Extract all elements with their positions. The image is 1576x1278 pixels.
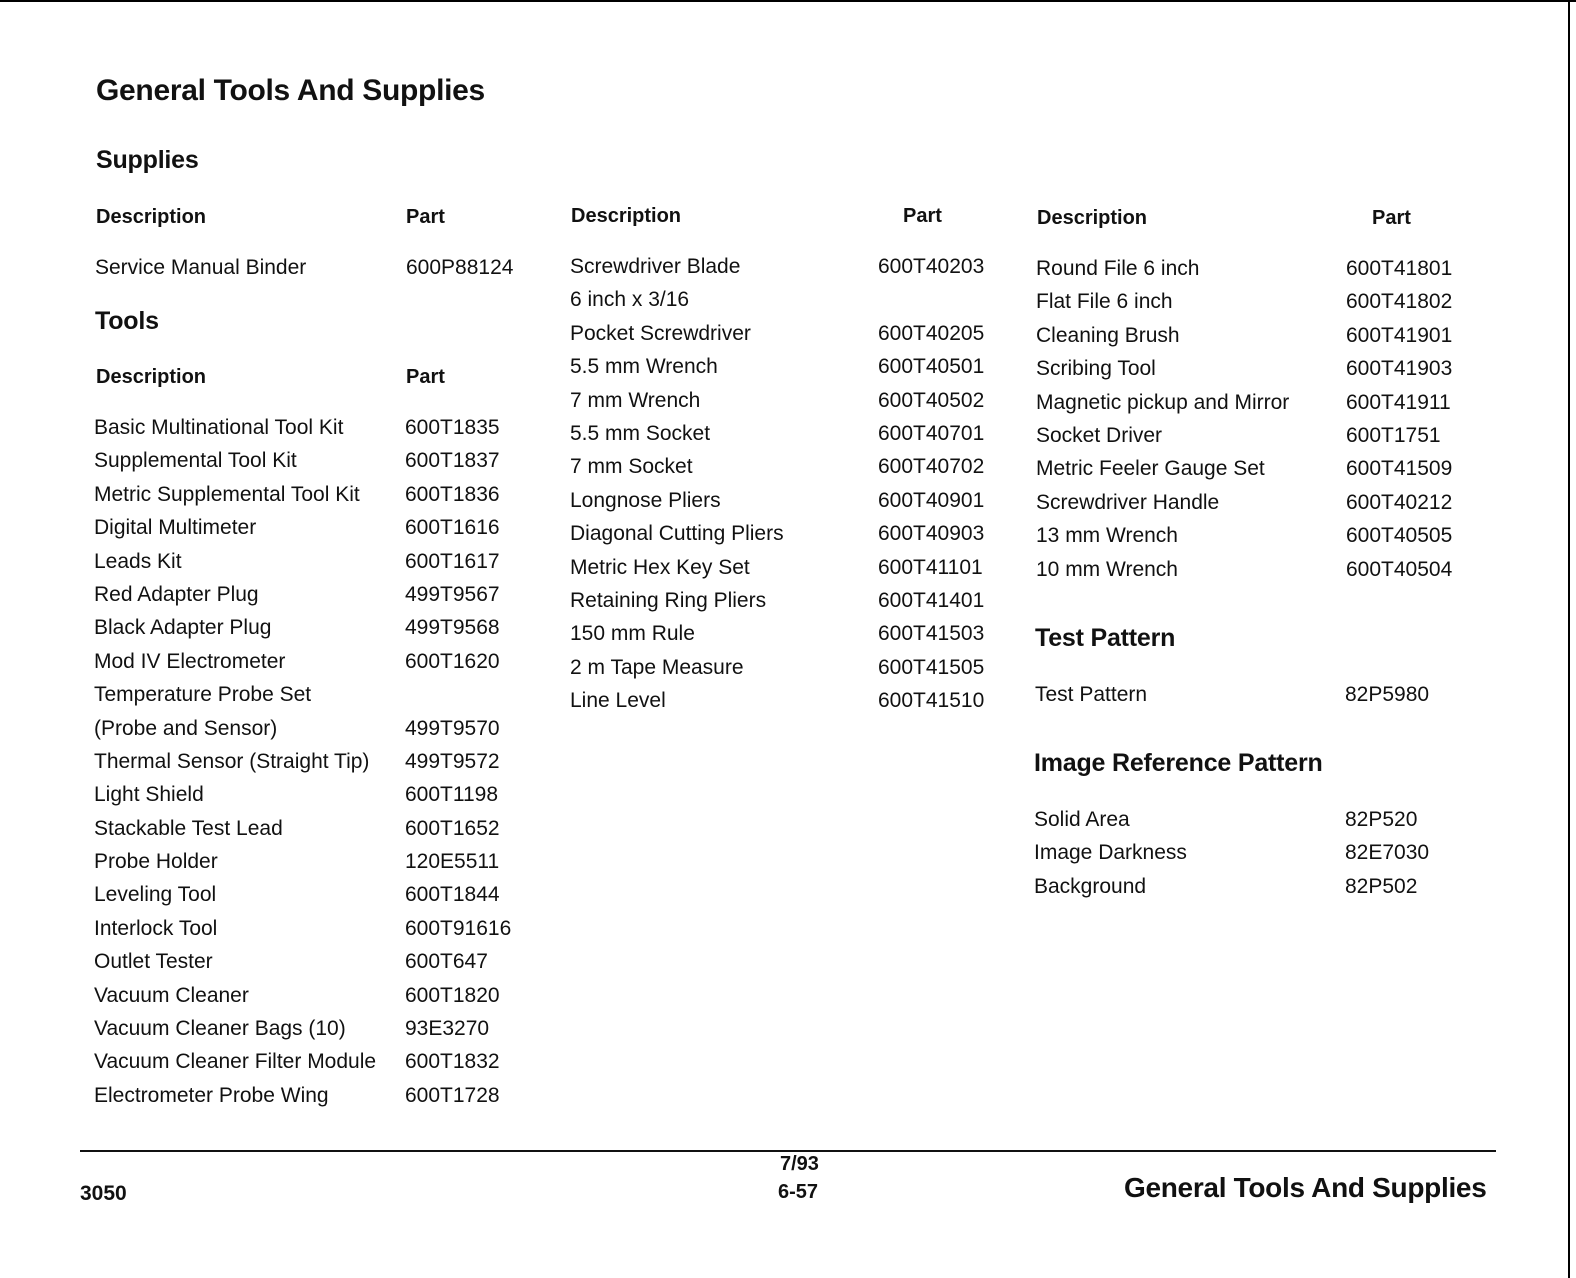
item-description: Longnose Pliers: [570, 488, 721, 512]
scan-border-top: [0, 0, 1576, 2]
column2-part-header: Part: [903, 205, 942, 227]
item-description: Basic Multinational Tool Kit: [94, 416, 344, 439]
item-description: Supplemental Tool Kit: [94, 449, 297, 473]
item-description: Background: [1034, 874, 1147, 898]
item-part-number: 600T41101: [878, 555, 983, 579]
supplies-part-header: Part: [406, 206, 445, 228]
item-part-number: 600T1844: [405, 883, 500, 907]
item-part-number: 600T40901: [878, 488, 985, 512]
item-description: Screwdriver Blade: [570, 255, 741, 278]
item-description: Pocket Screwdriver: [570, 321, 751, 345]
item-description: Metric Feeler Gauge Set: [1036, 457, 1265, 481]
item-description: Magnetic pickup and Mirror: [1036, 390, 1290, 414]
item-part-number: 499T9568: [405, 616, 500, 640]
supplies-description-header: Description: [96, 206, 207, 228]
item-description: Flat File 6 inch: [1036, 290, 1173, 314]
item-part-number: 600T41503: [878, 622, 985, 646]
item-part-number: 600T41401: [878, 588, 985, 612]
item-part-number: 600T1617: [405, 549, 500, 573]
item-part-number: 600T1728: [405, 1083, 500, 1107]
footer-divider: [80, 1150, 1496, 1152]
item-part-number: 600T1620: [405, 649, 500, 673]
item-part-number: 82P520: [1345, 808, 1418, 831]
item-description: Metric Supplemental Tool Kit: [94, 482, 360, 506]
item-part-number: 600T91616: [405, 916, 512, 940]
item-description: Leads Kit: [94, 549, 182, 573]
item-part-number: 600T1835: [405, 416, 500, 439]
footer-model: 3050: [80, 1182, 127, 1205]
item-description: Probe Holder: [94, 850, 218, 874]
item-description: Light Shield: [94, 783, 204, 807]
item-description: Socket Driver: [1036, 423, 1163, 447]
item-part-number: 600T1836: [405, 482, 500, 506]
item-description: Retaining Ring Pliers: [570, 588, 767, 612]
item-part-number: 600T40702: [878, 455, 985, 479]
item-description: 150 mm Rule: [570, 622, 695, 646]
item-part-number: 82P502: [1345, 874, 1418, 898]
item-part-number: 499T9570: [405, 716, 500, 740]
item-description: 13 mm Wrench: [1036, 524, 1178, 548]
item-description: (Probe and Sensor): [94, 716, 278, 740]
item-part-number: 600T40502: [878, 388, 985, 412]
item-part-number: 600T1652: [405, 816, 500, 840]
tools-description-header: Description: [96, 366, 207, 388]
item-part-number: 600T41509: [1346, 457, 1453, 481]
item-description: Line Level: [570, 689, 666, 713]
item-description: 6 inch x 3/16: [570, 288, 690, 312]
item-part-number: 93E3270: [405, 1017, 490, 1041]
item-description: 5.5 mm Wrench: [570, 355, 718, 379]
item-description: Stackable Test Lead: [94, 816, 283, 840]
item-description: Round File 6 inch: [1036, 257, 1200, 280]
item-part-number: 600T41510: [878, 689, 985, 713]
item-part-number: 600T41901: [1346, 323, 1453, 347]
item-part-number: 600T40504: [1346, 557, 1453, 581]
item-description: 2 m Tape Measure: [570, 655, 744, 679]
item-part-number: 600T40501: [878, 355, 985, 379]
item-part-number: 120E5511: [405, 850, 500, 874]
item-description: Cleaning Brush: [1036, 323, 1180, 347]
item-part-number: 82E7030: [1345, 841, 1430, 865]
item-description: Digital Multimeter: [94, 516, 257, 540]
item-description: Red Adapter Plug: [94, 582, 259, 606]
footer-title: General Tools And Supplies: [1124, 1172, 1487, 1203]
item-description: Black Adapter Plug: [94, 616, 272, 640]
item-description: Solid Area: [1034, 808, 1130, 831]
item-description: Metric Hex Key Set: [570, 555, 750, 579]
item-part-number: 82P5980: [1345, 683, 1430, 706]
item-description: Screwdriver Handle: [1036, 490, 1220, 514]
item-part-number: 600T1832: [405, 1050, 500, 1074]
item-part-number: 600T41911: [1346, 390, 1451, 414]
tools-part-header: Part: [406, 366, 445, 388]
item-part-number: 600T40212: [1346, 490, 1453, 514]
item-description: Scribing Tool: [1036, 357, 1156, 381]
item-description: Interlock Tool: [94, 916, 218, 940]
scan-border-right: [1568, 0, 1570, 1278]
item-part-number: 600T41903: [1346, 357, 1453, 381]
item-part-number: 600T41801: [1346, 257, 1453, 280]
item-description: Vacuum Cleaner: [94, 983, 249, 1007]
item-part-number: 600T647: [405, 950, 488, 974]
item-part-number: 499T9572: [405, 749, 500, 773]
tools-heading: Tools: [95, 307, 159, 335]
item-description: 10 mm Wrench: [1036, 557, 1178, 581]
item-description: Test Pattern: [1035, 683, 1148, 706]
item-part-number: 600T1751: [1346, 423, 1441, 447]
item-description: Temperature Probe Set: [94, 683, 312, 707]
item-part-number: 499T9567: [405, 582, 500, 606]
item-description: Service Manual Binder: [95, 256, 307, 279]
item-part-number: 600P88124: [406, 256, 514, 279]
column3-part-header: Part: [1372, 207, 1411, 229]
item-part-number: 600T1616: [405, 516, 500, 540]
item-part-number: 600T40205: [878, 321, 985, 345]
item-part-number: 600T40701: [878, 421, 985, 445]
footer-date: 7/93: [780, 1153, 819, 1175]
item-part-number: 600T1837: [405, 449, 500, 473]
item-part-number: 600T1820: [405, 983, 500, 1007]
column3-description-header: Description: [1037, 207, 1148, 229]
column2-description-header: Description: [571, 205, 682, 227]
item-description: Vacuum Cleaner Bags (10): [94, 1017, 346, 1041]
item-description: Thermal Sensor (Straight Tip): [94, 749, 370, 773]
item-part-number: 600T41802: [1346, 290, 1453, 314]
item-description: 7 mm Wrench: [570, 388, 701, 412]
item-description: Diagonal Cutting Pliers: [570, 522, 784, 546]
item-part-number: 600T41505: [878, 655, 985, 679]
item-part-number: 600T1198: [405, 783, 499, 807]
item-description: Image Darkness: [1034, 841, 1187, 865]
footer-page-number: 6-57: [778, 1181, 819, 1203]
item-description: Mod IV Electrometer: [94, 649, 286, 673]
item-part-number: 600T40903: [878, 522, 985, 546]
item-description: Leveling Tool: [94, 883, 217, 907]
item-part-number: 600T40203: [878, 255, 985, 278]
item-description: Vacuum Cleaner Filter Module: [94, 1050, 377, 1074]
supplies-heading: Supplies: [96, 146, 199, 174]
item-part-number: 600T40505: [1346, 524, 1453, 548]
item-description: Electrometer Probe Wing: [94, 1083, 329, 1107]
item-description: 7 mm Socket: [570, 455, 693, 479]
item-description: 5.5 mm Socket: [570, 421, 711, 445]
test-pattern-heading: Test Pattern: [1035, 624, 1176, 652]
image-reference-heading: Image Reference Pattern: [1034, 749, 1323, 777]
page-title: General Tools And Supplies: [96, 74, 485, 107]
item-description: Outlet Tester: [94, 950, 213, 974]
